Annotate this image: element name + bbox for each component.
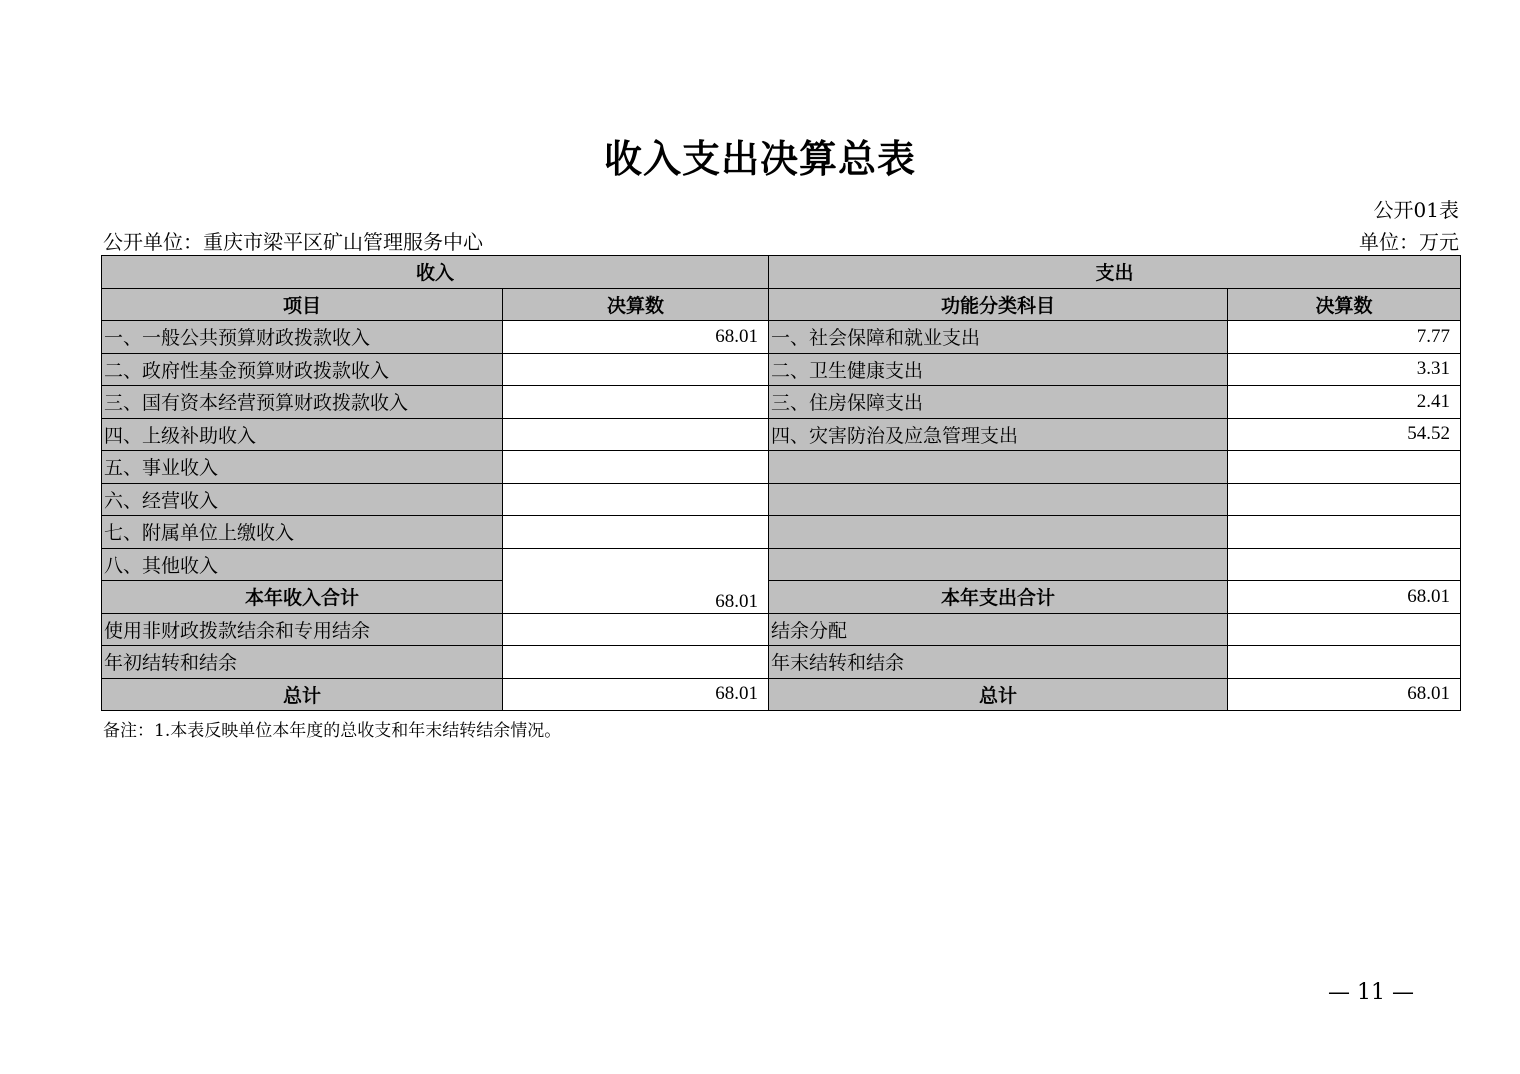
income-group-header: 收入 — [102, 256, 769, 289]
reporting-unit: 公开单位：重庆市梁平区矿山管理服务中心 — [103, 230, 483, 254]
year-total-row — [102, 581, 1461, 614]
final-accounts-table — [101, 255, 1461, 711]
expense-total-label: 本年支出合计 — [769, 581, 1228, 614]
column-header-amount: 决算数 — [503, 288, 769, 321]
expense-value — [1228, 646, 1461, 679]
expense-value: 7.77 — [1228, 321, 1461, 354]
expense-value: 54.52 — [1228, 418, 1461, 451]
income-total-value: 68.01 — [503, 548, 769, 613]
table-row — [102, 646, 1461, 679]
page-title: 收入支出决算总表 — [603, 137, 916, 181]
expense-value — [1228, 548, 1461, 581]
expense-item — [769, 451, 1228, 484]
table-group-header-row — [102, 256, 1461, 289]
income-value — [503, 451, 769, 484]
expense-value — [1228, 516, 1461, 549]
income-value — [503, 483, 769, 516]
income-value — [503, 418, 769, 451]
expense-value — [1228, 613, 1461, 646]
expense-total-value: 68.01 — [1228, 581, 1461, 614]
column-header-item: 项目 — [102, 288, 503, 321]
income-value — [503, 353, 769, 386]
expense-value: 3.31 — [1228, 353, 1461, 386]
grand-total-row — [102, 678, 1461, 711]
expense-item — [769, 483, 1228, 516]
table-row — [102, 418, 1461, 451]
income-grand-total-value: 68.01 — [503, 678, 769, 711]
income-item: 二、政府性基金预算财政拨款收入 — [102, 353, 503, 386]
column-header-function-item: 功能分类科目 — [769, 288, 1228, 321]
expense-item — [769, 516, 1228, 549]
table-row — [102, 548, 1461, 581]
expense-group-header: 支出 — [769, 256, 1461, 289]
income-item: 年初结转和结余 — [102, 646, 503, 679]
unit-row — [103, 226, 1459, 254]
page-number: — 11 — — [1328, 980, 1414, 1005]
income-value: 68.01 — [503, 321, 769, 354]
form-number: 公开01表 — [1373, 198, 1459, 222]
income-item: 八、其他收入 — [102, 548, 503, 581]
income-item: 四、上级补助收入 — [102, 418, 503, 451]
expense-value — [1228, 483, 1461, 516]
table-row — [102, 386, 1461, 419]
expense-item: 年末结转和结余 — [769, 646, 1228, 679]
expense-value: 2.41 — [1228, 386, 1461, 419]
table-row — [102, 516, 1461, 549]
expense-item — [769, 548, 1228, 581]
income-item: 五、事业收入 — [102, 451, 503, 484]
column-header-amount: 决算数 — [1228, 288, 1461, 321]
income-grand-total-label: 总计 — [102, 678, 503, 711]
income-value — [503, 646, 769, 679]
income-value — [503, 516, 769, 549]
expense-item: 三、住房保障支出 — [769, 386, 1228, 419]
income-value — [503, 613, 769, 646]
expense-value — [1228, 451, 1461, 484]
table-note: 备注：1.本表反映单位本年度的总收支和年末结转结余情况。 — [103, 721, 562, 741]
income-item: 使用非财政拨款结余和专用结余 — [102, 613, 503, 646]
income-total-label: 本年收入合计 — [102, 581, 503, 614]
income-item: 七、附属单位上缴收入 — [102, 516, 503, 549]
expense-item: 一、社会保障和就业支出 — [769, 321, 1228, 354]
table-row — [102, 451, 1461, 484]
income-item: 三、国有资本经营预算财政拨款收入 — [102, 386, 503, 419]
table-column-header-row — [102, 288, 1461, 321]
table-row — [102, 353, 1461, 386]
table-row — [102, 483, 1461, 516]
currency-unit: 单位：万元 — [1359, 230, 1459, 254]
table-row — [102, 321, 1461, 354]
income-item: 一、一般公共预算财政拨款收入 — [102, 321, 503, 354]
income-item: 六、经营收入 — [102, 483, 503, 516]
expense-grand-total-value: 68.01 — [1228, 678, 1461, 711]
expense-grand-total-label: 总计 — [769, 678, 1228, 711]
expense-item: 结余分配 — [769, 613, 1228, 646]
expense-item: 二、卫生健康支出 — [769, 353, 1228, 386]
income-value — [503, 386, 769, 419]
expense-item: 四、灾害防治及应急管理支出 — [769, 418, 1228, 451]
table-row — [102, 613, 1461, 646]
